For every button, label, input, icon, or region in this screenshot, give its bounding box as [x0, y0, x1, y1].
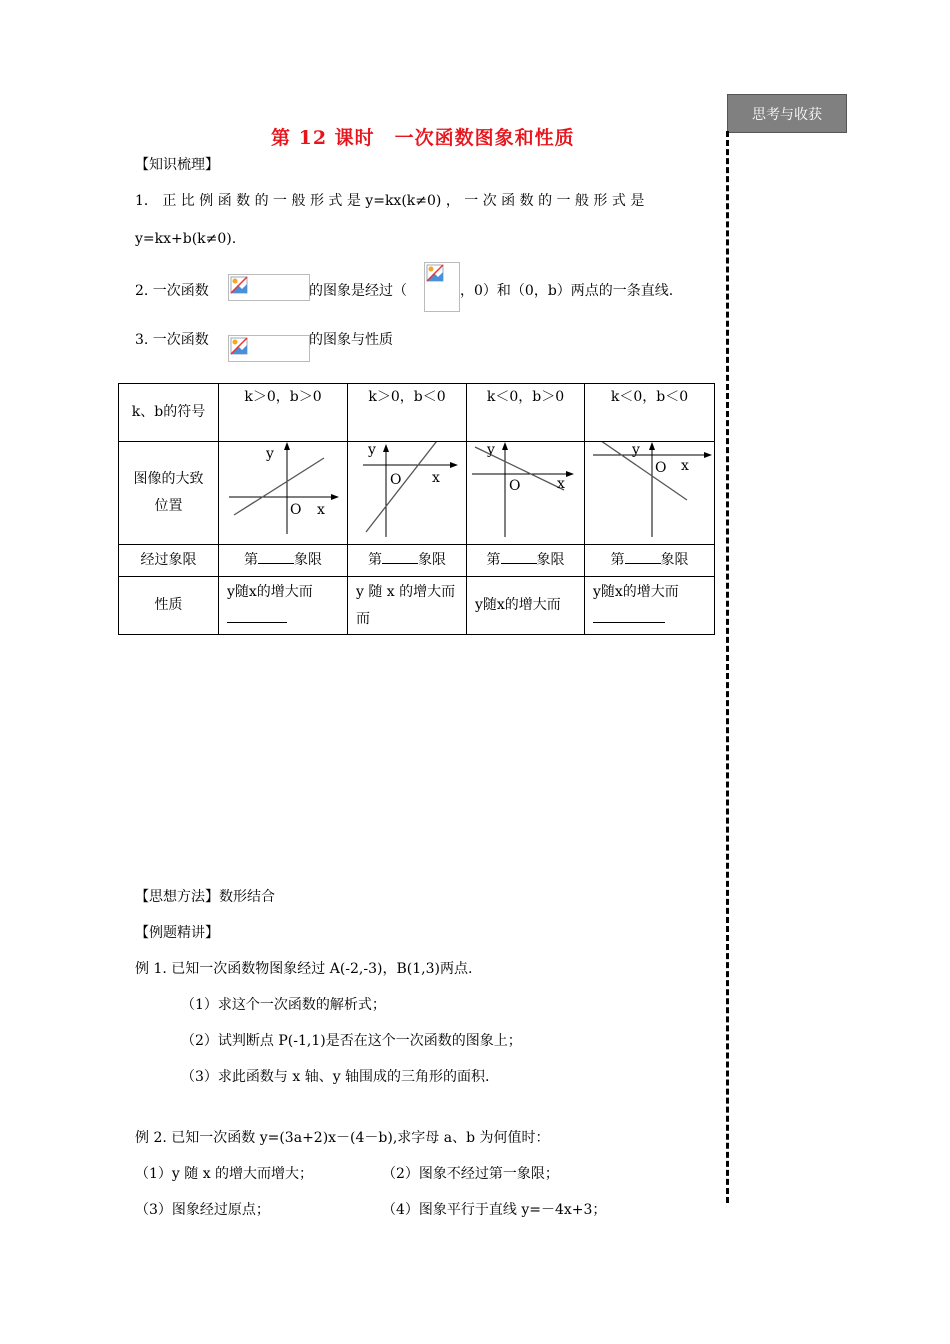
item1-line1: 1． 正 比 例 函 数 的 一 般 形 式 是 y=kx(k≠0) ， 一 次 函 数 的 一 般 形 式 是 [135, 193, 645, 209]
x-label: x [317, 502, 325, 518]
quadrant-cell-4: 第 象限 [585, 545, 715, 577]
section-knowledge: 【知识梳理】 [135, 157, 219, 173]
ex2-q4: （4）图象平行于直线 y=－4x+3； [382, 1202, 607, 1218]
graph-4 [585, 442, 714, 544]
row-quadrant-label: 经过象限 [119, 545, 219, 577]
x-label: x [557, 476, 565, 492]
header-kb-sign: k、b的符号 [119, 384, 219, 442]
header-case-2: k＞0，b＜0 [348, 384, 467, 442]
o-label: O [390, 472, 402, 488]
y-label: y [632, 442, 640, 458]
o-label: O [509, 478, 521, 494]
graph-cell-1 [219, 442, 348, 545]
ex1-stem: 例 1. 已知一次函数物图象经过 A(-2,-3)，B(1,3)两点. [135, 961, 473, 977]
ex2-q3: （3）图象经过原点； [135, 1202, 270, 1218]
formula-image-icon [228, 274, 310, 301]
y-label: y [266, 446, 274, 462]
quadrant-cell-3: 第 象限 [467, 545, 585, 577]
item2-text-a: 2. 一次函数 [135, 283, 209, 299]
section-examples: 【例题精讲】 [135, 925, 219, 941]
graph-1 [219, 442, 347, 544]
item3-text-a: 3. 一次函数 [135, 332, 209, 348]
property-cell-1: y随x的增大而 [219, 577, 348, 635]
sidebar-label: 思考与收获 [727, 94, 847, 133]
item3-text-b: 的图象与性质 [309, 332, 393, 348]
y-label: y [368, 442, 376, 458]
property-cell-4: y随x的增大而 [585, 577, 715, 635]
header-case-1: k＞0，b＞0 [219, 384, 348, 442]
quadrant-cell-1: 第 象限 [219, 545, 348, 577]
page-title: 第 12 课时 一次函数图象和性质 [271, 127, 575, 149]
graph-2 [348, 442, 466, 544]
x-label: x [681, 458, 689, 474]
row-property-label: 性质 [119, 577, 219, 635]
item2-text-c: ，0）和（0，b）两点的一条直线. [460, 283, 674, 299]
property-cell-3: y随x的增大而 [467, 577, 585, 635]
quadrant-cell-2: 第 象限 [348, 545, 467, 577]
ex2-q1: （1）y 随 x 的增大而增大； [135, 1166, 314, 1182]
property-cell-2: y 随 x 的增大而而 [348, 577, 467, 635]
properties-table [118, 383, 715, 635]
ex2-stem: 例 2. 已知一次函数 y=(3a+2)x－(4－b),求字母 a、b 为何值时： [135, 1130, 550, 1146]
header-case-4: k＜0，b＜0 [585, 384, 715, 442]
x-label: x [432, 470, 440, 486]
item1-line2: y=kx+b(k≠0). [135, 231, 237, 247]
ex1-q3: （3）求此函数与 x 轴、y 轴围成的三角形的面积. [181, 1069, 490, 1085]
o-label: O [290, 502, 302, 518]
y-label: y [487, 442, 495, 458]
row-image-label: 图像的大致位置 [119, 442, 219, 545]
graph-cell-3 [467, 442, 585, 545]
item2-text-b: 的图象是经过（ [309, 283, 407, 299]
graph-3 [467, 442, 584, 544]
section-method: 【思想方法】数形结合 [135, 889, 275, 905]
o-label: O [655, 460, 667, 476]
margin-dashed-line [726, 131, 729, 1203]
ex1-q2: （2）试判断点 P(-1,1)是否在这个一次函数的图象上； [181, 1033, 522, 1049]
graph-cell-2 [348, 442, 467, 545]
formula-image-icon-2 [424, 262, 460, 312]
ex1-q1: （1）求这个一次函数的解析式； [181, 997, 386, 1013]
graph-cell-4 [585, 442, 715, 545]
formula-image-icon-3 [228, 335, 310, 362]
ex2-q2: （2）图象不经过第一象限； [382, 1166, 559, 1182]
header-case-3: k＜0，b＞0 [467, 384, 585, 442]
